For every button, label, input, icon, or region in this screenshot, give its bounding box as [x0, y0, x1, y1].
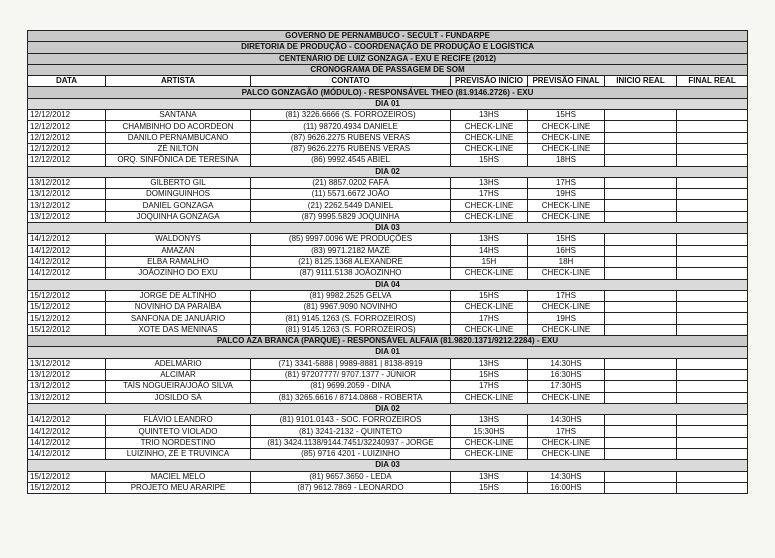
cell-actual-end: [677, 426, 748, 437]
cell-planned-start: CHECK-LINE: [451, 324, 528, 335]
col-header-final-real: FINAL REAL: [677, 76, 748, 87]
cell-contact: (83) 9971.2182 MAZÉ: [251, 245, 451, 256]
cell-artist: FLÁVIO LEANDRO: [106, 415, 251, 426]
cell-actual-start: [605, 437, 677, 448]
cell-planned-end: 19HS: [528, 189, 605, 200]
cell-planned-start: CHECK-LINE: [451, 121, 528, 132]
table-row: [28, 358, 748, 369]
cell-actual-end: [677, 189, 748, 200]
cell-planned-start: CHECK-LINE: [451, 448, 528, 459]
cell-planned-start: 13HS: [451, 358, 528, 369]
col-header-inicio-real: INICIO REAL: [605, 76, 677, 87]
cell-date: 15/12/2012: [28, 302, 106, 313]
table-row: [28, 256, 748, 267]
cell-date: 13/12/2012: [28, 200, 106, 211]
cell-actual-end: [677, 471, 748, 482]
table-row: [28, 155, 748, 166]
cell-actual-end: [677, 482, 748, 493]
col-header-data: DATA: [28, 76, 106, 87]
cell-artist: WALDONYS: [106, 234, 251, 245]
cell-planned-start: 13HS: [451, 415, 528, 426]
cell-contact: (87) 9626.2275 RUBENS VERAS: [251, 132, 451, 143]
cell-planned-end: 14:30HS: [528, 471, 605, 482]
table-row: [28, 426, 748, 437]
cell-planned-start: 15HS: [451, 482, 528, 493]
cell-actual-start: [605, 392, 677, 403]
cell-actual-start: [605, 132, 677, 143]
cell-actual-end: [677, 256, 748, 267]
cell-planned-end: 14:30HS: [528, 415, 605, 426]
cell-actual-start: [605, 177, 677, 188]
cell-planned-end: CHECK-LINE: [528, 143, 605, 154]
cell-actual-end: [677, 234, 748, 245]
cell-actual-end: [677, 437, 748, 448]
header-schedule-title: CRONOGRAMA DE PASSAGEM DE SOM: [28, 64, 748, 75]
cell-planned-start: CHECK-LINE: [451, 132, 528, 143]
cell-actual-start: [605, 358, 677, 369]
cell-artist: TRIO NORDESTINO: [106, 437, 251, 448]
cell-actual-start: [605, 211, 677, 222]
cell-planned-end: CHECK-LINE: [528, 392, 605, 403]
table-row: [28, 245, 748, 256]
col-header-previsao-inicio: PREVISÃO INÍCIO: [451, 76, 528, 87]
cell-date: 13/12/2012: [28, 211, 106, 222]
cell-date: 12/12/2012: [28, 132, 106, 143]
column-header-row: [28, 76, 748, 87]
cell-date: 13/12/2012: [28, 392, 106, 403]
cell-planned-start: 15HS: [451, 290, 528, 301]
cell-artist: ADELMÁRIO: [106, 358, 251, 369]
cell-planned-end: CHECK-LINE: [528, 200, 605, 211]
cell-contact: (81) 3241-2132 - QUINTETO: [251, 426, 451, 437]
col-header-previsao-final: PREVISÃO FINAL: [528, 76, 605, 87]
cell-planned-start: 14HS: [451, 245, 528, 256]
cell-actual-end: [677, 448, 748, 459]
cell-actual-start: [605, 143, 677, 154]
cell-contact: (81) 9657.3650 - LEDA: [251, 471, 451, 482]
cell-contact: (21) 8125.1368 ALEXANDRE: [251, 256, 451, 267]
cell-actual-end: [677, 211, 748, 222]
cell-planned-start: CHECK-LINE: [451, 268, 528, 279]
cell-actual-end: [677, 369, 748, 380]
cell-actual-start: [605, 155, 677, 166]
cell-artist: JOQUINHA GONZAGA: [106, 211, 251, 222]
cell-planned-end: 15HS: [528, 110, 605, 121]
cell-actual-end: [677, 200, 748, 211]
cell-planned-end: 19HS: [528, 313, 605, 324]
cell-actual-start: [605, 415, 677, 426]
cell-planned-end: CHECK-LINE: [528, 211, 605, 222]
cell-date: 13/12/2012: [28, 381, 106, 392]
cell-contact: (81) 3265.6616 / 8714.0868 - ROBERTA: [251, 392, 451, 403]
cell-artist: JOÃOZINHO DO EXU: [106, 268, 251, 279]
cell-actual-start: [605, 110, 677, 121]
cell-planned-end: 18H: [528, 256, 605, 267]
cell-date: 14/12/2012: [28, 256, 106, 267]
table-row: [28, 211, 748, 222]
cell-planned-start: 17HS: [451, 381, 528, 392]
cell-planned-end: CHECK-LINE: [528, 448, 605, 459]
cell-contact: (81) 9101.0143 - SOC. FORROZEIROS: [251, 415, 451, 426]
cell-planned-start: 13HS: [451, 471, 528, 482]
cell-actual-start: [605, 234, 677, 245]
cell-planned-end: 17:30HS: [528, 381, 605, 392]
cell-contact: (11) 5571.6672 JOÃO: [251, 189, 451, 200]
schedule-body: [28, 31, 748, 494]
cell-planned-end: 15HS: [528, 234, 605, 245]
cell-actual-end: [677, 392, 748, 403]
cell-date: 15/12/2012: [28, 471, 106, 482]
cell-date: 13/12/2012: [28, 189, 106, 200]
day-label: DIA 01: [28, 347, 748, 358]
cell-actual-start: [605, 324, 677, 335]
cell-date: 12/12/2012: [28, 121, 106, 132]
cell-date: 14/12/2012: [28, 245, 106, 256]
cell-contact: (81) 9145.1263 (S. FORROZEIROS): [251, 324, 451, 335]
cell-contact: (87) 9626.2275 RUBENS VERAS: [251, 143, 451, 154]
cell-artist: MACIEL MELO: [106, 471, 251, 482]
cell-date: 13/12/2012: [28, 369, 106, 380]
cell-planned-end: 18HS: [528, 155, 605, 166]
cell-planned-start: CHECK-LINE: [451, 200, 528, 211]
cell-planned-start: CHECK-LINE: [451, 143, 528, 154]
cell-contact: (86) 9992.4545 ABIEL: [251, 155, 451, 166]
cell-date: 13/12/2012: [28, 358, 106, 369]
cell-planned-end: 16HS: [528, 245, 605, 256]
cell-actual-start: [605, 313, 677, 324]
cell-contact: (81) 9145.1263 (S. FORROZEIROS): [251, 313, 451, 324]
cell-planned-start: CHECK-LINE: [451, 392, 528, 403]
cell-date: 12/12/2012: [28, 155, 106, 166]
table-row: [28, 482, 748, 493]
table-row: [28, 189, 748, 200]
cell-actual-end: [677, 381, 748, 392]
day-label: DIA 02: [28, 403, 748, 414]
cell-actual-start: [605, 268, 677, 279]
cell-artist: DANILO PERNAMBUCANO: [106, 132, 251, 143]
cell-artist: CHAMBINHO DO ACORDEON: [106, 121, 251, 132]
cell-planned-start: 17HS: [451, 313, 528, 324]
cell-date: 14/12/2012: [28, 437, 106, 448]
table-row: [28, 313, 748, 324]
cell-actual-end: [677, 302, 748, 313]
cell-actual-end: [677, 313, 748, 324]
cell-artist: GILBERTO GIL: [106, 177, 251, 188]
cell-actual-start: [605, 471, 677, 482]
cell-actual-start: [605, 256, 677, 267]
cell-actual-end: [677, 290, 748, 301]
cell-artist: AMAZAN: [106, 245, 251, 256]
cell-planned-start: 15H: [451, 256, 528, 267]
table-row: [28, 177, 748, 188]
cell-date: 12/12/2012: [28, 143, 106, 154]
table-row: [28, 302, 748, 313]
table-row: [28, 437, 748, 448]
cell-planned-end: 17HS: [528, 426, 605, 437]
cell-actual-end: [677, 177, 748, 188]
cell-artist: NOVINHO DA PARAÍBA: [106, 302, 251, 313]
cell-artist: SANFONA DE JANUÁRIO: [106, 313, 251, 324]
cell-actual-end: [677, 358, 748, 369]
cell-actual-end: [677, 245, 748, 256]
cell-artist: DANIEL GONZAGA: [106, 200, 251, 211]
cell-actual-start: [605, 302, 677, 313]
cell-contact: (87) 9111.5138 JOÃOZINHO: [251, 268, 451, 279]
cell-actual-end: [677, 155, 748, 166]
cell-artist: PROJETO MEU ARARIPE: [106, 482, 251, 493]
cell-actual-end: [677, 132, 748, 143]
cell-actual-start: [605, 189, 677, 200]
table-row: [28, 110, 748, 121]
cell-actual-start: [605, 426, 677, 437]
cell-planned-start: 13HS: [451, 110, 528, 121]
day-label: DIA 04: [28, 279, 748, 290]
cell-artist: ELBA RAMALHO: [106, 256, 251, 267]
day-label: DIA 03: [28, 223, 748, 234]
cell-contact: (81) 9982.2525 GELVA: [251, 290, 451, 301]
cell-date: 14/12/2012: [28, 426, 106, 437]
table-row: [28, 324, 748, 335]
table-row: [28, 234, 748, 245]
day-label: DIA 03: [28, 460, 748, 471]
cell-artist: JORGE DE ALTINHO: [106, 290, 251, 301]
cell-contact: (85) 9716 4201 - LUIZINHO: [251, 448, 451, 459]
col-header-artista: ARTISTA: [106, 76, 251, 87]
cell-actual-end: [677, 324, 748, 335]
cell-contact: (21) 2262.5449 DANIEL: [251, 200, 451, 211]
table-row: [28, 143, 748, 154]
cell-contact: (71) 3341-5888 | 9989-8881 | 8138-8919: [251, 358, 451, 369]
stage-title: PALCO GONZAGÃO (MÓDULO) - RESPONSÁVEL THEO (81.9146.2726) - EXU: [28, 87, 748, 98]
cell-planned-start: 17HS: [451, 189, 528, 200]
cell-date: 15/12/2012: [28, 290, 106, 301]
cell-date: 13/12/2012: [28, 177, 106, 188]
cell-actual-start: [605, 290, 677, 301]
cell-planned-end: 17HS: [528, 177, 605, 188]
cell-planned-end: 14:30HS: [528, 358, 605, 369]
table-row: [28, 369, 748, 380]
cell-date: 12/12/2012: [28, 110, 106, 121]
cell-actual-end: [677, 143, 748, 154]
cell-contact: (81) 9699.2059 - DINA: [251, 381, 451, 392]
cell-contact: (81) 97207777/ 9707.1377 - JÚNIOR: [251, 369, 451, 380]
header-directorate: DIRETORIA DE PRODUÇÃO - COORDENAÇÃO DE PRODUÇÃO E LOGÍSTICA: [28, 42, 748, 53]
day-label: DIA 02: [28, 166, 748, 177]
header-government: GOVERNO DE PERNAMBUCO - SECULT - FUNDARPE: [28, 31, 748, 42]
cell-actual-start: [605, 121, 677, 132]
cell-actual-start: [605, 245, 677, 256]
schedule-table: [27, 30, 748, 494]
cell-contact: (81) 3424.1138/9144.7451/32240937 - JORGE: [251, 437, 451, 448]
cell-contact: (81) 9967.9090 NOVINHO: [251, 302, 451, 313]
cell-date: 15/12/2012: [28, 482, 106, 493]
table-row: [28, 268, 748, 279]
table-row: [28, 290, 748, 301]
schedule-sheet: [27, 30, 747, 494]
cell-planned-start: 15HS: [451, 369, 528, 380]
cell-date: 14/12/2012: [28, 415, 106, 426]
cell-contact: (81) 3226.6666 (S. FORROZEIROS): [251, 110, 451, 121]
col-header-contato: CONTATO: [251, 76, 451, 87]
cell-artist: JOSILDO SÁ: [106, 392, 251, 403]
cell-artist: ORQ. SINFÔNICA DE TERESINA: [106, 155, 251, 166]
cell-contact: (11) 98720.4934 DANIELE: [251, 121, 451, 132]
cell-date: 14/12/2012: [28, 234, 106, 245]
header-event: CENTENÁRIO DE LUIZ GONZAGA - EXU E RECIFE (2012): [28, 53, 748, 64]
cell-planned-end: CHECK-LINE: [528, 302, 605, 313]
cell-actual-start: [605, 200, 677, 211]
cell-actual-end: [677, 110, 748, 121]
cell-planned-end: 16:00HS: [528, 482, 605, 493]
table-row: [28, 448, 748, 459]
table-row: [28, 381, 748, 392]
cell-planned-end: 16:30HS: [528, 369, 605, 380]
cell-planned-start: 15HS: [451, 155, 528, 166]
cell-planned-end: CHECK-LINE: [528, 268, 605, 279]
cell-artist: XOTE DAS MENINAS: [106, 324, 251, 335]
table-row: [28, 471, 748, 482]
cell-artist: ALCIMAR: [106, 369, 251, 380]
cell-planned-start: 13HS: [451, 177, 528, 188]
cell-date: 14/12/2012: [28, 268, 106, 279]
cell-artist: DOMINGUINHOS: [106, 189, 251, 200]
cell-planned-start: CHECK-LINE: [451, 211, 528, 222]
cell-actual-end: [677, 268, 748, 279]
cell-actual-start: [605, 369, 677, 380]
cell-artist: QUINTETO VIOLADO: [106, 426, 251, 437]
cell-planned-end: CHECK-LINE: [528, 121, 605, 132]
cell-planned-start: 15:30HS: [451, 426, 528, 437]
cell-artist: ZÉ NILTON: [106, 143, 251, 154]
cell-planned-end: 17HS: [528, 290, 605, 301]
table-row: [28, 392, 748, 403]
cell-date: 14/12/2012: [28, 448, 106, 459]
table-row: [28, 132, 748, 143]
table-row: [28, 200, 748, 211]
cell-actual-end: [677, 415, 748, 426]
cell-planned-start: CHECK-LINE: [451, 302, 528, 313]
table-row: [28, 121, 748, 132]
cell-artist: TAÍS NOGUEIRA/JOÃO SILVA: [106, 381, 251, 392]
cell-date: 15/12/2012: [28, 324, 106, 335]
table-row: [28, 415, 748, 426]
cell-contact: (87) 9612.7869 - LEONARDO: [251, 482, 451, 493]
cell-date: 15/12/2012: [28, 313, 106, 324]
cell-planned-start: CHECK-LINE: [451, 437, 528, 448]
day-label: DIA 01: [28, 98, 748, 109]
cell-actual-start: [605, 381, 677, 392]
cell-planned-end: CHECK-LINE: [528, 437, 605, 448]
cell-planned-start: 13HS: [451, 234, 528, 245]
cell-actual-start: [605, 482, 677, 493]
cell-contact: (21) 8857.0202 FAFÁ: [251, 177, 451, 188]
cell-contact: (87) 9995.5829 JOQUINHA: [251, 211, 451, 222]
stage-title: PALCO AZA BRANCA (PARQUE) - RESPONSÁVEL ALFAIA (81.9820.1371/9212.2284) - EXU: [28, 336, 748, 347]
cell-planned-end: CHECK-LINE: [528, 324, 605, 335]
cell-planned-end: CHECK-LINE: [528, 132, 605, 143]
cell-actual-start: [605, 448, 677, 459]
cell-actual-end: [677, 121, 748, 132]
cell-artist: LUIZINHO, ZÉ E TRUVINCA: [106, 448, 251, 459]
cell-artist: SANTANA: [106, 110, 251, 121]
cell-contact: (85) 9997.0096 WE PRODUÇÕES: [251, 234, 451, 245]
